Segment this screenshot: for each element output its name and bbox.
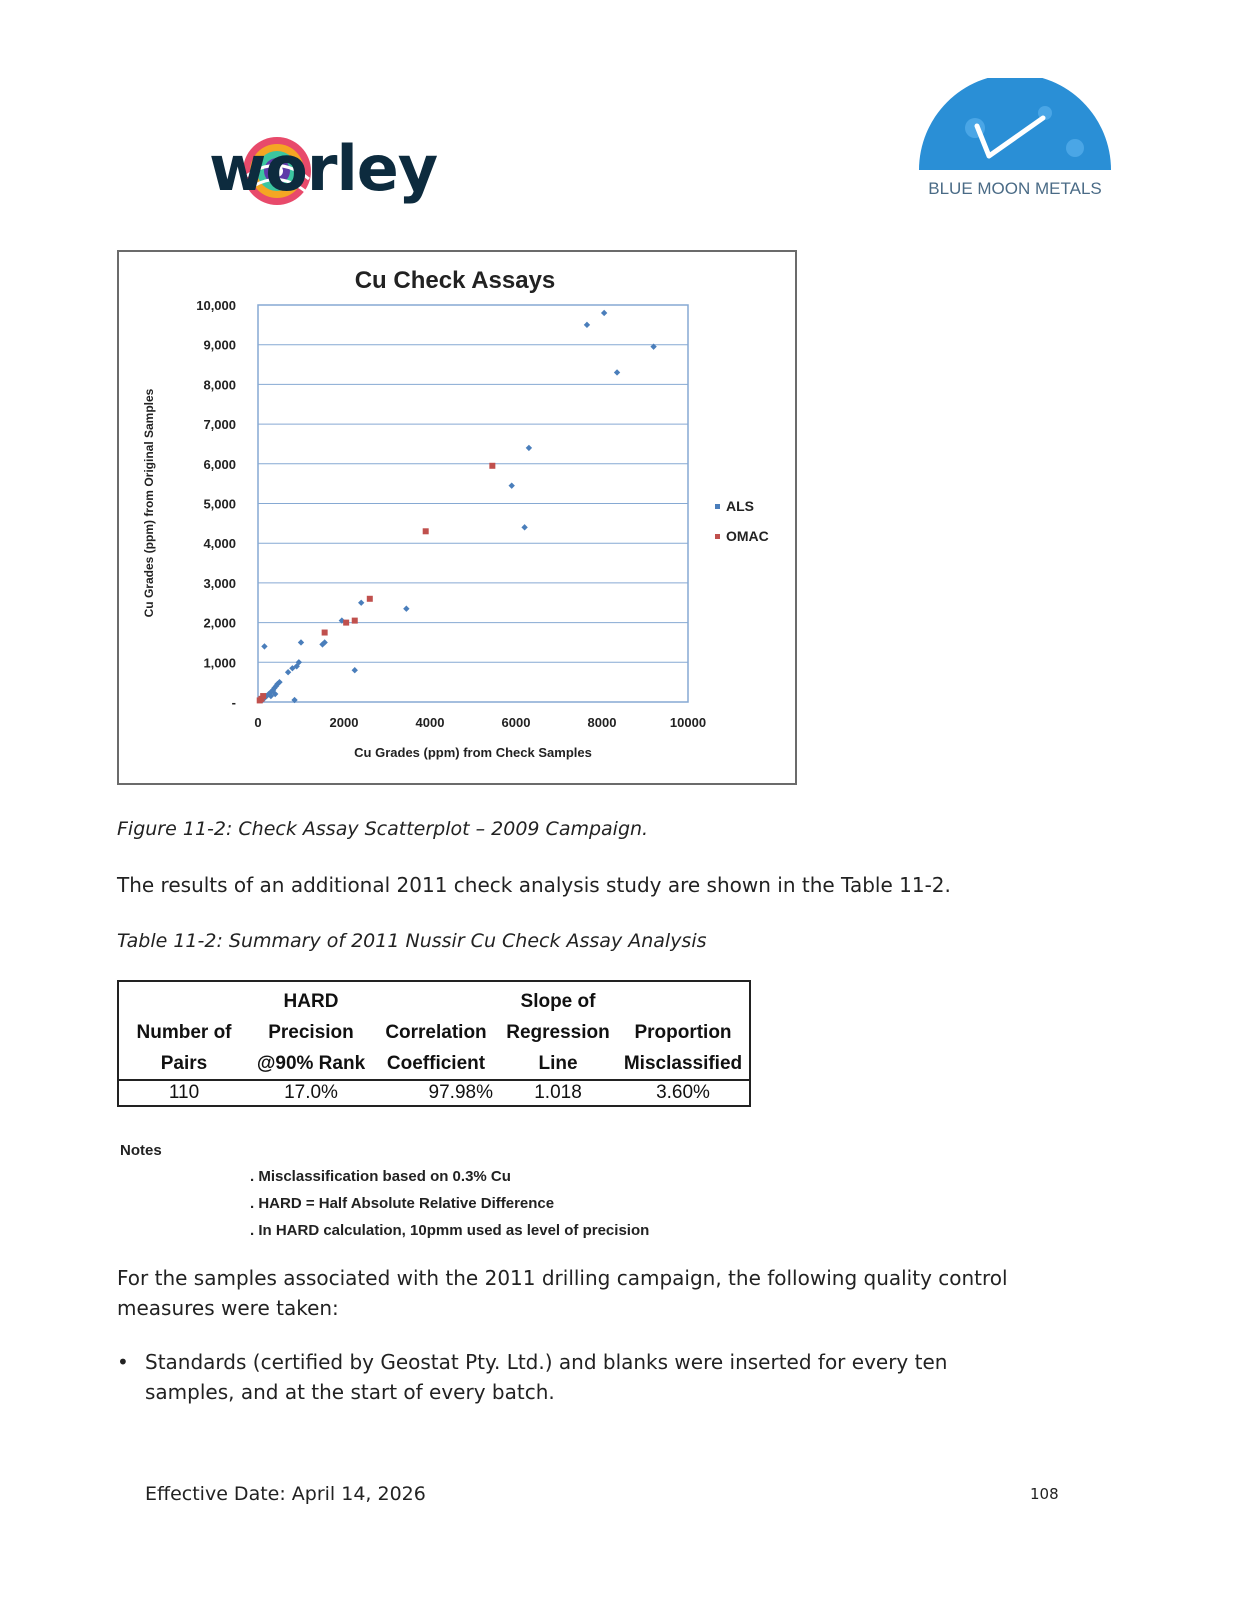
y-tick-label: 4,000 xyxy=(203,536,236,552)
y-tick-label: 7,000 xyxy=(203,417,236,433)
y-tick-label: 5,000 xyxy=(203,496,236,512)
data-point-omac xyxy=(423,528,429,534)
legend-marker-omac xyxy=(715,534,720,539)
y-tick-label: 1,000 xyxy=(203,655,236,671)
x-tick-label: 8000 xyxy=(587,715,617,730)
header-line: Number of xyxy=(136,1022,232,1043)
bullet-icon: • xyxy=(117,1350,129,1374)
y-tick-label: 6,000 xyxy=(203,456,236,472)
y-tick-label: 2,000 xyxy=(203,615,236,631)
cell-slope: 1.018 xyxy=(499,1080,617,1106)
effective-date: Effective Date: April 14, 2026 xyxy=(145,1483,426,1505)
notes-title: Notes xyxy=(120,1142,162,1159)
blue-moon-logo-text: BLUE MOON METALS xyxy=(928,179,1102,198)
paragraph-2-line-1: For the samples associated with the 2011 drilling campaign, the following quality control xyxy=(117,1266,1008,1290)
data-point-als xyxy=(261,643,267,649)
data-point-als xyxy=(526,445,532,451)
note-item: . In HARD calculation, 10pmm used as level of precision xyxy=(250,1222,650,1239)
header-number-of-pairs xyxy=(118,981,249,1080)
data-point-als xyxy=(509,482,515,488)
data-point-als xyxy=(584,322,590,328)
header-correlation-coefficient xyxy=(373,981,499,1080)
header-line xyxy=(125,986,243,1017)
cell-correlation: 97.98% xyxy=(373,1080,499,1106)
legend-label-als: ALS xyxy=(726,498,754,514)
y-axis-label: Cu Grades (ppm) from Original Samples xyxy=(142,388,156,618)
data-point-omac xyxy=(489,463,495,469)
header-line: Pairs xyxy=(160,1053,208,1074)
x-tick-label: 2000 xyxy=(329,715,359,730)
data-point-als xyxy=(614,369,620,375)
paragraph-1: The results of an additional 2011 check analysis study are shown in the Table 11-2. xyxy=(117,873,951,897)
y-tick-label: 3,000 xyxy=(203,575,236,591)
header-proportion-misclassified xyxy=(617,981,750,1080)
x-tick-label: 10000 xyxy=(669,715,707,730)
header-line: HARD xyxy=(283,991,339,1012)
paragraph-2-line-2: measures were taken: xyxy=(117,1296,339,1320)
data-points xyxy=(257,310,657,704)
cell-misclassified: 3.60% xyxy=(617,1080,750,1106)
cell-pairs: 110 xyxy=(118,1080,249,1106)
data-point-als xyxy=(601,310,607,316)
header-line: Line xyxy=(538,1053,578,1074)
moon-icon xyxy=(919,78,1111,170)
y-tick-label: - xyxy=(231,695,236,710)
header-line: Precision xyxy=(268,1022,354,1043)
chart-title: Cu Check Assays xyxy=(354,267,556,294)
data-point-omac xyxy=(260,693,266,699)
data-point-als xyxy=(358,600,364,606)
scatter-chart xyxy=(117,250,797,785)
header-line: Correlation xyxy=(385,1022,487,1043)
x-tick-label: 4000 xyxy=(415,715,445,730)
bullet-line-2: samples, and at the start of every batch. xyxy=(145,1380,555,1404)
y-tick-labels xyxy=(196,298,236,710)
header-line: Coefficient xyxy=(386,1053,486,1074)
figure-caption: Figure 11-2: Check Assay Scatterplot – 2009 Campaign. xyxy=(117,818,649,840)
data-point-omac xyxy=(352,618,358,624)
header-slope-of-regression xyxy=(499,981,617,1080)
data-point-omac xyxy=(343,620,349,626)
x-tick-label: 6000 xyxy=(501,715,531,730)
legend xyxy=(715,498,769,544)
data-point-als xyxy=(521,524,527,530)
worley-logo-text: worley xyxy=(209,132,438,205)
header-line: Regression xyxy=(506,1022,610,1043)
legend-marker-als xyxy=(715,504,720,509)
table-row xyxy=(118,1080,750,1106)
cell-hard: 17.0% xyxy=(249,1080,373,1106)
bullet-line-1: Standards (certified by Geostat Pty. Ltd.) and blanks were inserted for every ten xyxy=(145,1350,948,1374)
y-tick-label: 9,000 xyxy=(203,337,236,353)
y-tick-label: 8,000 xyxy=(203,377,236,393)
data-point-als xyxy=(298,639,304,645)
table-header-row xyxy=(118,981,750,1080)
legend-label-omac: OMAC xyxy=(726,528,769,544)
header-line: Slope of xyxy=(520,991,596,1012)
note-item: . HARD = Half Absolute Relative Difference xyxy=(250,1195,555,1212)
note-item: . Misclassification based on 0.3% Cu xyxy=(250,1168,511,1185)
data-point-als xyxy=(403,606,409,612)
table-caption: Table 11-2: Summary of 2011 Nussir Cu Check Assay Analysis xyxy=(117,930,707,952)
data-point-als xyxy=(352,667,358,673)
header-line: @90% Rank xyxy=(256,1053,366,1074)
header-hard-precision xyxy=(249,981,373,1080)
x-axis-label: Cu Grades (ppm) from Check Samples xyxy=(354,745,592,760)
header-line: Proportion xyxy=(634,1022,732,1043)
x-tick-labels xyxy=(254,715,706,730)
page-number: 108 xyxy=(1030,1485,1059,1503)
y-tick-label: 10,000 xyxy=(196,298,236,313)
summary-table xyxy=(117,980,751,1107)
x-tick-label: 0 xyxy=(254,715,262,730)
header-line: Misclassified xyxy=(623,1053,743,1074)
header-line xyxy=(623,986,743,1017)
data-point-omac xyxy=(322,630,328,636)
header-line xyxy=(379,986,493,1017)
data-point-omac xyxy=(367,596,373,602)
data-point-als xyxy=(285,669,291,675)
blue-moon-logo xyxy=(915,78,1115,203)
